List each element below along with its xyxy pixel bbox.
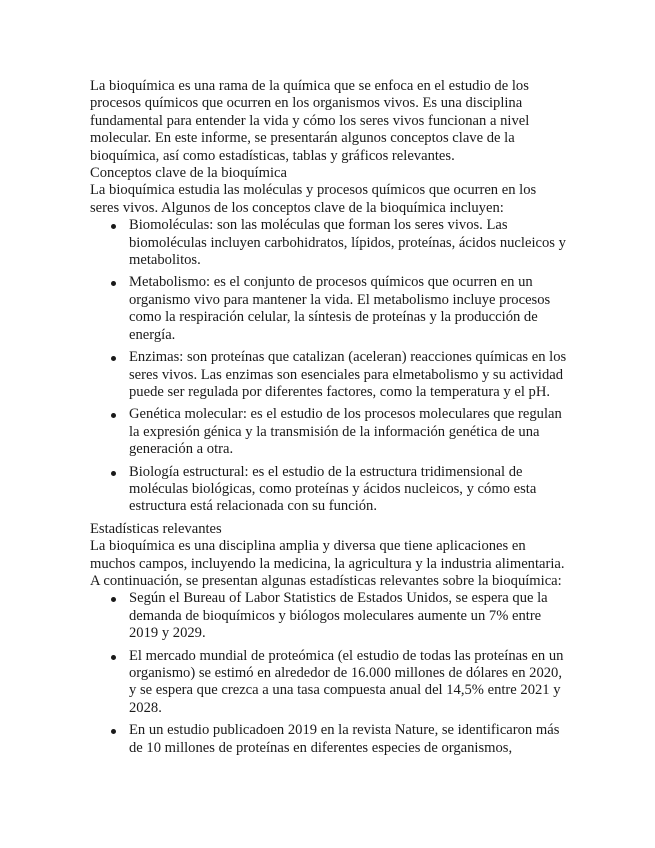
- list-item: Metabolismo: es el conjunto de procesos químicos que ocurren en un organismo vivo para mantener la vida. El metabolismo incluye procesos como la respiración celular, la síntesis de proteínas y la producción de energía.: [129, 274, 568, 344]
- stats-heading: Estadísticas relevantes: [90, 520, 222, 537]
- document-page: [90, 78, 568, 762]
- list-item: El mercado mundial de proteómica (el estudio de todas las proteínas en un organismo) se estimó en alrededor de 16.000 millones de dólares en 2020, y se espera que crezca a una tasa compuesta anual del 14,5% entre 2021 y 2028.: [129, 648, 568, 718]
- list-item: Enzimas: son proteínas que catalizan (aceleran) reacciones químicas en los seres vivos. Las enzimas son esenciales para elmetabolismo y su actividad puede ser regulada por diferentes factores, como la temperatura y el pH.: [129, 349, 567, 400]
- list-item: Biología estructural: es el estudio de la estructura tridimensional de moléculas biológicas, como proteínas y ácidos nucleicos, y cómo esta estructura está relacionada con su función.: [129, 464, 568, 516]
- stats-intro: La bioquímica es una disciplina amplia y diversa que tiene aplicaciones en muchos campos, incluyendo la medicina, la agricultura y la industria alimentaria. A continuación, se presentan algunas estadísticas relevantes sobre la bioquímica:: [90, 538, 565, 589]
- concepts-list: [90, 217, 568, 516]
- concepts-heading: Conceptos clave de la bioquímica: [90, 165, 287, 182]
- list-item: Genética molecular: es el estudio de los procesos moleculares que regulan la expresión génica y la transmisión de la información genética de una generación a otra.: [129, 406, 568, 458]
- list-item: Según el Bureau of Labor Statistics de Estados Unidos, se espera que la demanda de bioquímicos y biólogos moleculares aumente un 7% entre 2019 y 2029.: [129, 590, 568, 642]
- intro-paragraph: La bioquímica es una rama de la química que se enfoca en el estudio de los procesos químicos que ocurren en los organismos vivos. Es una disciplina fundamental para entender la vida y cómo los seres vivos funcionan a nivel molecular. En este informe, se presentarán algunos conceptos clave de la bioquímica, así como estadísticas, tablas y gráficos relevantes.: [90, 78, 530, 164]
- list-item: En un estudio publicadoen 2019 en la revista Nature, se identificaron más de 10 millones de proteínas en diferentes especies de organismos,: [129, 722, 568, 757]
- concepts-intro: La bioquímica estudia las moléculas y procesos químicos que ocurren en los seres vivos. Algunos de los conceptos clave de la bioquímica incluyen:: [90, 182, 537, 216]
- stats-list: [90, 590, 568, 757]
- list-item: Biomoléculas: son las moléculas que forman los seres vivos. Las biomoléculas incluyen carbohidratos, lípidos, proteínas, ácidos nucleicos y metabolitos.: [129, 217, 568, 269]
